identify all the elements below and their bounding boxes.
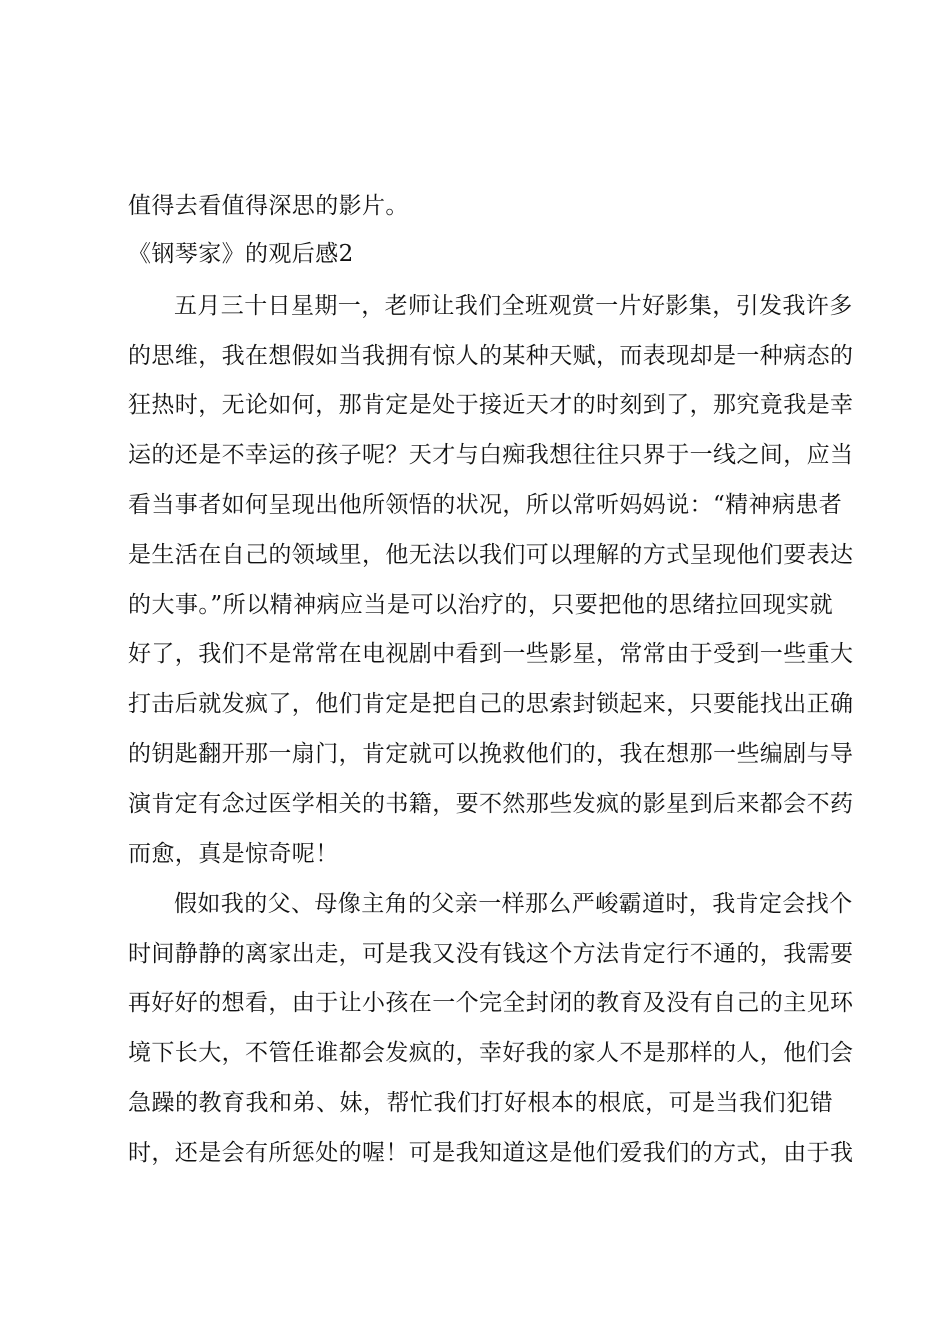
paragraph-line: 运的还是不幸运的孩子呢？天才与白痴我想往往只界于一线之间，应当: [128, 442, 854, 468]
paragraph-line: 是生活在自己的领域里，他无法以我们可以理解的方式呈现他们要表达: [128, 542, 854, 568]
paragraph-line: 假如我的父、母像主角的父亲一样那么严峻霸道时，我肯定会找个: [174, 891, 853, 917]
paragraph-line: 境下长大，不管任谁都会发疯的，幸好我的家人不是那样的人，他们会: [128, 1040, 854, 1066]
paragraph-line: 看当事者如何呈现出他所领悟的状况，所以常听妈妈说：“精神病患者: [128, 492, 843, 518]
paragraph-line: 而愈，真是惊奇呢！: [128, 841, 339, 867]
paragraph-line: 狂热时，无论如何，那肯定是处于接近天才的时刻到了，那究竟我是幸: [128, 392, 854, 418]
paragraph-line: 急躁的教育我和弟、妹，帮忙我们打好根本的根底，可是当我们犯错: [128, 1090, 833, 1116]
continuation-line: 值得去看值得深思的影片。: [128, 193, 409, 219]
paragraph-line: 时，还是会有所惩处的喔！可是我知道这是他们爱我们的方式，由于我: [128, 1140, 854, 1166]
paragraph-line: 的思维，我在想假如当我拥有惊人的某种天赋，而表现却是一种病态的: [128, 343, 854, 369]
paragraph-line: 好了，我们不是常常在电视剧中看到一些影星，常常由于受到一些重大: [128, 641, 854, 667]
paragraph-line: 的钥匙翻开那一扇门，肯定就可以挽救他们的，我在想那一些编剧与导: [128, 741, 854, 767]
paragraph-line: 演肯定有念过医学相关的书籍，要不然那些发疯的影星到后来都会不药: [128, 791, 854, 817]
paragraph-line: 再好好的想看，由于让小孩在一个完全封闭的教育及没有自己的主见环: [128, 990, 854, 1016]
paragraph-line: 五月三十日星期一，老师让我们全班观赏一片好影集，引发我许多: [174, 293, 853, 319]
essay-heading: 《钢琴家》的观后感2: [128, 241, 354, 267]
paragraph-line: 时间静静的离家出走，可是我又没有钱这个方法肯定行不通的，我需要: [128, 941, 854, 967]
paragraph-line: 打击后就发疯了，他们肯定是把自己的思索封锁起来，只要能找出正确: [128, 691, 854, 717]
paragraph-line: 的大事。”所以精神病应当是可以治疗的，只要把他的思绪拉回现实就: [128, 592, 833, 618]
